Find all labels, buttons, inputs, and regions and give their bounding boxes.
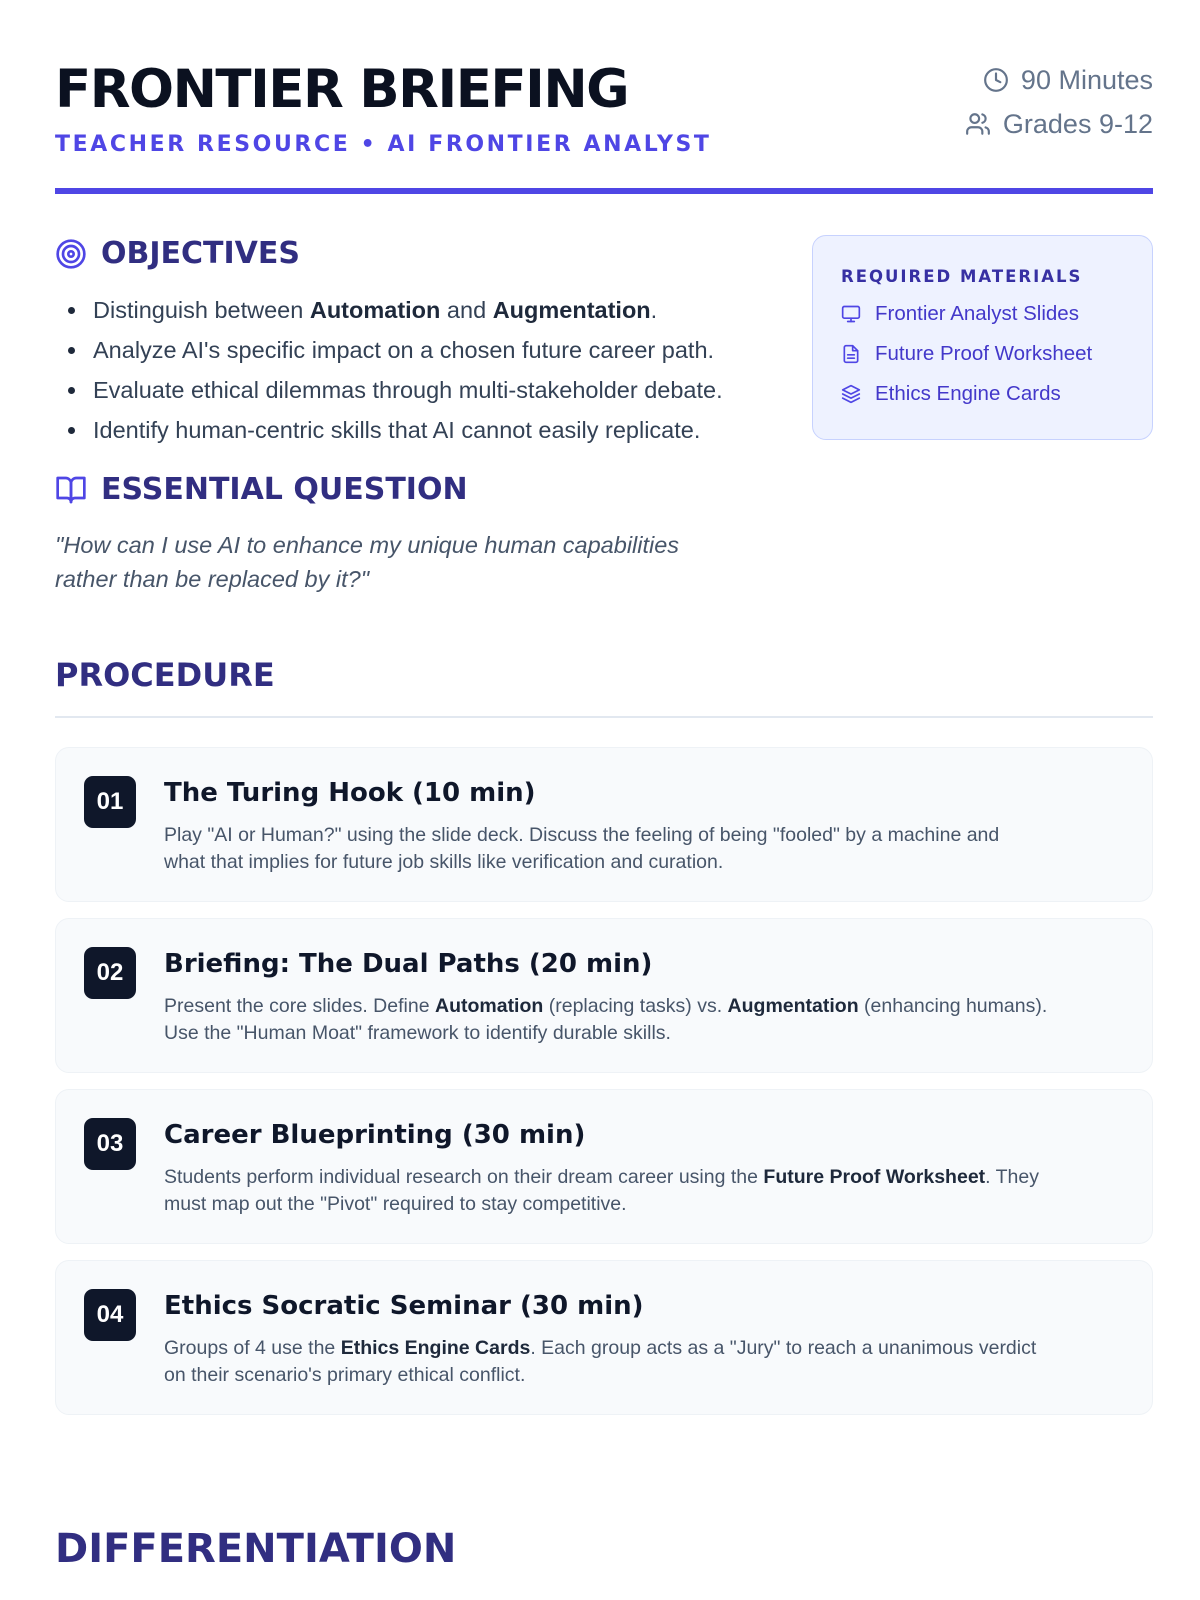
list-item	[93, 290, 813, 330]
objective-bold: Automation	[309, 297, 441, 323]
step-line: what that implies for future job skills like verification and curation.	[164, 851, 724, 873]
step-description	[164, 1335, 1134, 1389]
open-book-icon	[55, 474, 87, 506]
clock-icon	[983, 67, 1009, 93]
step-bold: Augmentation	[727, 995, 859, 1017]
essential-question-text	[55, 528, 755, 596]
essential-question-heading-label: ESSENTIAL QUESTION	[101, 472, 468, 507]
step-number-badge: 01	[84, 776, 136, 828]
objectives-list	[93, 290, 813, 450]
required-materials-card	[812, 235, 1153, 440]
objectives-heading-label: OBJECTIVES	[101, 236, 300, 271]
step-line: must map out the "Pivot" required to stay competitive.	[164, 1193, 627, 1215]
step-number-badge: 04	[84, 1289, 136, 1341]
duration-label: 90 Minutes	[1020, 64, 1153, 95]
page-subtitle: TEACHER RESOURCE • AI FRONTIER ANALYST	[55, 132, 712, 157]
step-text: Students perform individual research on their dream career using the	[164, 1166, 764, 1188]
step-description	[164, 993, 1134, 1047]
step-title: The Turing Hook (10 min)	[164, 778, 536, 808]
document-icon	[841, 344, 861, 364]
layers-icon	[841, 384, 861, 404]
differentiation-heading: DIFFERENTIATION	[55, 1526, 457, 1572]
header-divider	[55, 188, 1153, 194]
step-line: Play "AI or Human?" using the slide deck. Discuss the feeling of being "fooled" by a machine and	[164, 824, 1000, 846]
step-text: . They	[985, 1166, 1039, 1188]
step-text: (replacing tasks) vs.	[543, 995, 728, 1017]
list-item: Analyze AI's specific impact on a chosen future career path.	[93, 330, 813, 370]
step-line	[164, 993, 1134, 1020]
step-description	[164, 822, 1134, 876]
material-label: Frontier Analyst Slides	[875, 302, 1079, 325]
material-label: Ethics Engine Cards	[875, 382, 1061, 405]
objective-text: Distinguish between	[93, 297, 310, 323]
step-title: Ethics Socratic Seminar (30 min)	[164, 1291, 644, 1321]
procedure-step	[55, 918, 1153, 1073]
material-item-worksheet[interactable]	[841, 334, 1152, 374]
step-line	[164, 1164, 1134, 1191]
monitor-icon	[841, 304, 861, 324]
grades-label: Grades 9-12	[1002, 108, 1153, 139]
step-bold: Automation	[434, 995, 544, 1017]
step-bold: Future Proof Worksheet	[763, 1166, 986, 1188]
objectives-heading	[55, 236, 300, 271]
step-description	[164, 1164, 1134, 1218]
procedure-step	[55, 1260, 1153, 1415]
question-line: rather than be replaced by it?"	[55, 566, 370, 592]
step-text: . Each group acts as a "Jury" to reach a unanimous verdict	[530, 1337, 1037, 1359]
step-text: Present the core slides. Define	[164, 995, 435, 1017]
page-title: FRONTIER BRIEFING	[55, 59, 629, 120]
step-title: Briefing: The Dual Paths (20 min)	[164, 949, 653, 979]
grades-row	[965, 102, 1153, 146]
step-bold: Ethics Engine Cards	[340, 1337, 531, 1359]
objective-text: and	[440, 297, 493, 323]
objective-bold: Augmentation	[492, 297, 651, 323]
material-label: Future Proof Worksheet	[875, 342, 1093, 365]
step-number-badge: 02	[84, 947, 136, 999]
procedure-divider	[55, 716, 1153, 718]
material-item-cards[interactable]	[841, 374, 1152, 414]
users-icon	[965, 111, 991, 137]
header	[55, 55, 1153, 190]
essential-question-heading	[55, 472, 468, 507]
list-item: Identify human-centric skills that AI cannot easily replicate.	[93, 410, 813, 450]
step-title: Career Blueprinting (30 min)	[164, 1120, 586, 1150]
objective-text: .	[650, 297, 658, 323]
list-item: Evaluate ethical dilemmas through multi-stakeholder debate.	[93, 370, 813, 410]
lesson-meta	[965, 58, 1153, 146]
step-text: Groups of 4 use the	[164, 1337, 341, 1359]
step-line: Use the "Human Moat" framework to identify durable skills.	[164, 1022, 671, 1044]
step-text: (enhancing humans).	[858, 995, 1048, 1017]
question-line: "How can I use AI to enhance my unique human capabilities	[55, 532, 680, 558]
target-icon	[55, 238, 87, 270]
material-item-slides[interactable]	[841, 294, 1152, 334]
procedure-heading: PROCEDURE	[55, 656, 275, 694]
step-number-badge: 03	[84, 1118, 136, 1170]
materials-title: REQUIRED MATERIALS	[841, 267, 1083, 286]
procedure-step	[55, 1089, 1153, 1244]
step-line	[164, 1335, 1134, 1362]
procedure-step	[55, 747, 1153, 902]
step-line: on their scenario's primary ethical conflict.	[164, 1364, 526, 1386]
duration-row	[965, 58, 1153, 102]
